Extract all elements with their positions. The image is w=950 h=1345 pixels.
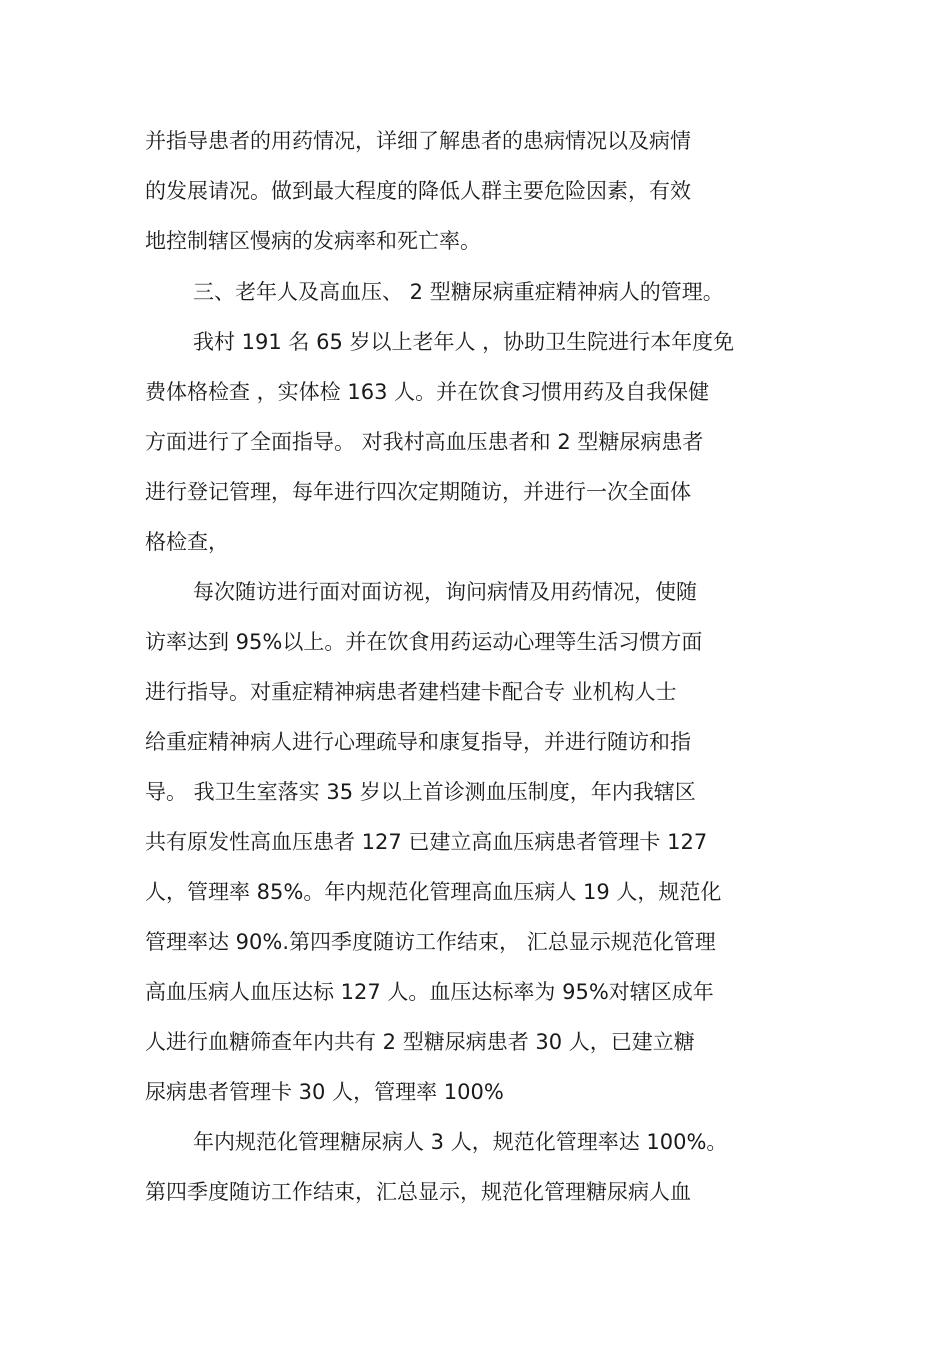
- text-line: 我村 191 名 65 岁以上老年人 ，协助卫生院进行本年度免: [193, 330, 735, 354]
- text-line: 共有原发性高血压患者 127 已建立高血压病患者管理卡 127: [145, 830, 708, 854]
- text-line: 管理率达 90%.第四季度随访工作结束， 汇总显示规范化管理: [145, 930, 716, 954]
- text-line: 并指导患者的用药情况，详细了解患者的患病情况以及病情: [145, 129, 691, 153]
- text-line: 格检查，: [145, 530, 229, 554]
- text-line: 费体格检查 ，实体检 163 人。并在饮食习惯用药及自我保健: [145, 380, 710, 404]
- text-line: 年内规范化管理糖尿病人 3 人，规范化管理率达 100%。: [193, 1130, 728, 1154]
- text-line: 的发展请况。做到最大程度的降低人群主要危险因素，有效: [145, 179, 691, 203]
- text-line: 导。 我卫生室落实 35 岁以上首诊测血压制度，年内我辖区: [145, 780, 696, 804]
- text-line: 进行指导。对重症精神病患者建档建卡配合专 业机构人士: [145, 680, 677, 704]
- text-line: 尿病患者管理卡 30 人，管理率 100%: [145, 1080, 504, 1104]
- text-line: 每次随访进行面对面访视，询问病情及用药情况，使随: [193, 580, 697, 604]
- text-line: 高血压病人血压达标 127 人。血压达标率为 95%对辖区成年: [145, 980, 714, 1004]
- text-line: 地控制辖区慢病的发病率和死亡率。: [145, 229, 481, 253]
- text-line: 访率达到 95%以上。并在饮食用药运动心理等生活习惯方面: [145, 630, 703, 654]
- section-heading: 三、老年人及高血压、 2 型糖尿病重症精神病人的管理。: [193, 280, 724, 304]
- text-line: 人，管理率 85%。年内规范化管理高血压病人 19 人，规范化: [145, 880, 722, 904]
- text-line: 进行登记管理，每年进行四次定期随访，并进行一次全面体: [145, 480, 691, 504]
- text-line: 方面进行了全面指导。 对我村高血压患者和 2 型糖尿病患者: [145, 430, 704, 454]
- text-line: 给重症精神病人进行心理疏导和康复指导，并进行随访和指: [145, 730, 691, 754]
- text-line: 人进行血糖筛查年内共有 2 型糖尿病患者 30 人，已建立糖: [145, 1030, 695, 1054]
- text-line: 第四季度随访工作结束，汇总显示，规范化管理糖尿病人血: [145, 1180, 691, 1204]
